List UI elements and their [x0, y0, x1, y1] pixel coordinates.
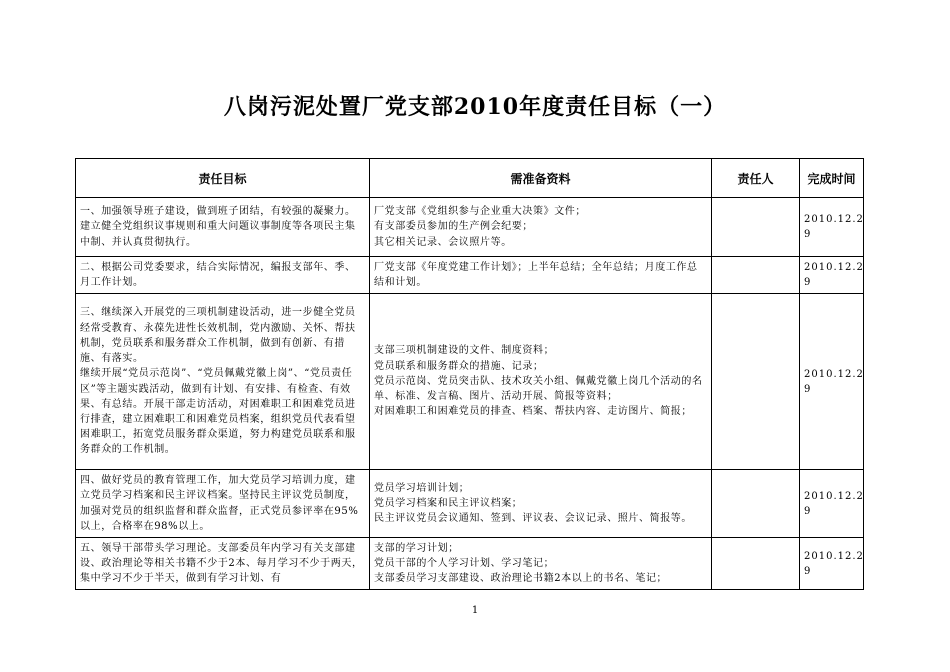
header-goal: 责任目标 — [76, 159, 370, 198]
table-row — [76, 198, 864, 257]
person-cell — [712, 294, 800, 470]
person-cell — [712, 257, 800, 294]
goal-cell: 五、领导干部带头学习理论。支部委员年内学习有关支部建设、政治理论等相关书籍不少于2本、每月学习不少于两天，集中学习不少于半天，做到有学习计划、有 — [76, 538, 370, 590]
goal-cell: 一、加强领导班子建设，做到班子团结，有较强的凝聚力。建立健全党组织议事规则和重大问题议事制度等各项民主集中制、并认真贯彻执行。 — [76, 198, 370, 257]
materials-cell: 党员学习培训计划； 党员学习档案和民主评议档案； 民主评议党员会议通知、签到、评议表、会议记录、照片、简报等。 — [370, 470, 712, 538]
date-cell: 2010.12.2 9 — [800, 198, 864, 257]
header-materials: 需准备资料 — [370, 159, 712, 198]
date-cell: 2010.12.2 9 — [800, 470, 864, 538]
goal-cell: 四、做好党员的教育管理工作，加大党员学习培训力度，建立党员学习档案和民主评议档案。坚持民主评议党员制度，加强对党员的组织监督和群众监督，正式党员参评率在95%以上，合格率在98%以上。 — [76, 470, 370, 538]
table-row — [76, 294, 864, 470]
date-cell: 2010.12.2 9 — [800, 257, 864, 294]
header-person: 责任人 — [712, 159, 800, 198]
table-header-row — [76, 159, 864, 198]
date-cell: 2010.12.2 9 — [800, 294, 864, 470]
person-cell — [712, 538, 800, 590]
header-date: 完成时间 — [800, 159, 864, 198]
person-cell — [712, 470, 800, 538]
table-row — [76, 257, 864, 294]
goal-cell: 三、继续深入开展党的三项机制建设活动，进一步健全党员经常受教育、永葆先进性长效机制，党内激励、关怀、帮扶机制，党员联系和服务群众工作机制，做到有创新、有措施、有落实。 继续开展“党员示范岗”、“党员佩戴党徽上岗”、“党员责任区”等主题实践活动，做到有计划、有安排、有检查、有效果、有总结。开展干部走访活动，对困难职工和困难党员进行排查，建立困难职工和困难党员档案，组织党员代表看望困难职工，拓宽党员服务群众渠道，努力构建党员联系和服务群众的工作机制。 — [76, 294, 370, 470]
table-row — [76, 470, 864, 538]
page-number: 1 — [471, 605, 479, 616]
date-cell: 2010.12.2 9 — [800, 538, 864, 590]
materials-cell: 支部的学习计划； 党员干部的个人学习计划、学习笔记； 支部委员学习支部建设、政治理论书籍2本以上的书名、笔记； — [370, 538, 712, 590]
goal-cell: 二、根据公司党委要求，结合实际情况，编报支部年、季、月工作计划。 — [76, 257, 370, 294]
materials-cell: 厂党支部《年度党建工作计划》；上半年总结；全年总结；月度工作总结和计划。 — [370, 257, 712, 294]
person-cell — [712, 198, 800, 257]
materials-cell: 支部三项机制建设的文件、制度资料； 党员联系和服务群众的措施、记录； 党员示范岗、党员突击队、技术攻关小组、佩戴党徽上岗几个活动的名单、标准、发言稿、图片、活动开展、简报等资料； 对困难职工和困难党员的排查、档案、帮扶内容、走访图片、简报； — [370, 294, 712, 470]
table-row — [76, 538, 864, 590]
responsibility-goals-table — [75, 158, 864, 590]
document-title: 八岗污泥处置厂党支部2010年度责任目标（一） — [223, 94, 727, 120]
materials-cell: 厂党支部《党组织参与企业重大决策》文件； 有支部委员参加的生产例会纪要； 其它相关记录、会议照片等。 — [370, 198, 712, 257]
